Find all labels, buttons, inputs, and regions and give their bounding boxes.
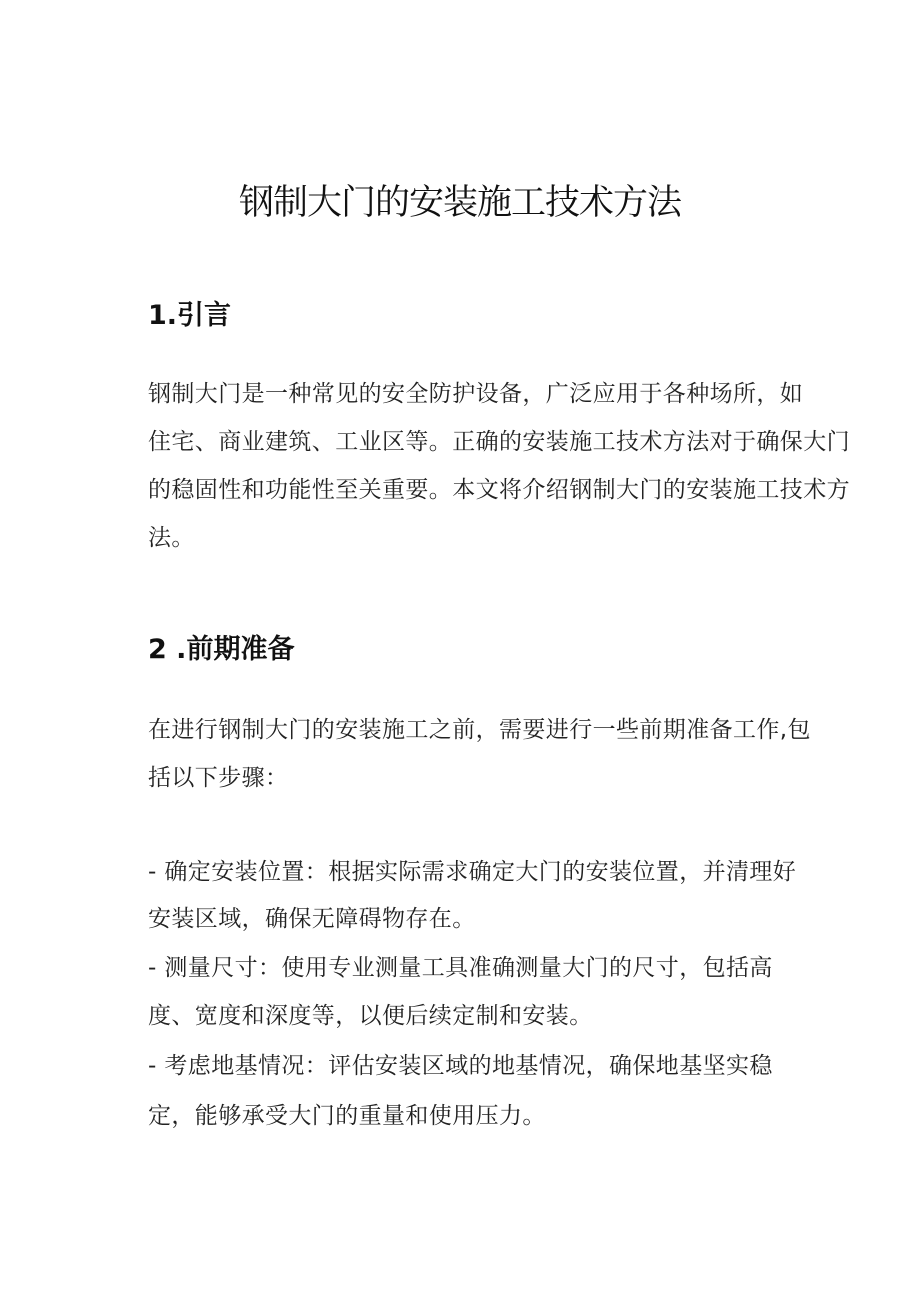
paragraph-line: 括以下步骤： (148, 765, 289, 791)
list-item-line: 安装区域，确保无障碍物存在。 (148, 906, 476, 932)
paragraph-line: 在进行钢制大门的安装施工之前，需要进行一些前期准备工作,包 (148, 717, 811, 743)
list-item-line: - 测量尺寸：使用专业测量工具准确测量大门的尺寸，包括高 (148, 955, 773, 981)
section-2-heading: 2 .前期准备 (148, 634, 295, 665)
list-item-line: 定，能够承受大门的重量和使用压力。 (148, 1103, 546, 1129)
list-item-line: 度、宽度和深度等，以便后续定制和安装。 (148, 1003, 593, 1029)
paragraph-line: 法。 (148, 525, 195, 551)
paragraph-line: 钢制大门是一种常见的安全防护设备，广泛应用于各种场所，如 (148, 381, 804, 407)
list-item-line: - 确定安装位置：根据实际需求确定大门的安装位置，并清理好 (148, 859, 797, 885)
section-1-heading: 1.引言 (148, 300, 232, 331)
paragraph-line: 住宅、商业建筑、工业区等。正确的安装施工技术方法对于确保大门 (148, 429, 850, 455)
paragraph-line: 的稳固性和功能性至关重要。本文将介绍钢制大门的安装施工技术方 (148, 477, 850, 503)
document-title: 钢制大门的安装施工技术方法 (238, 183, 681, 223)
list-item-line: - 考虑地基情况：评估安装区域的地基情况，确保地基坚实稳 (148, 1053, 773, 1079)
